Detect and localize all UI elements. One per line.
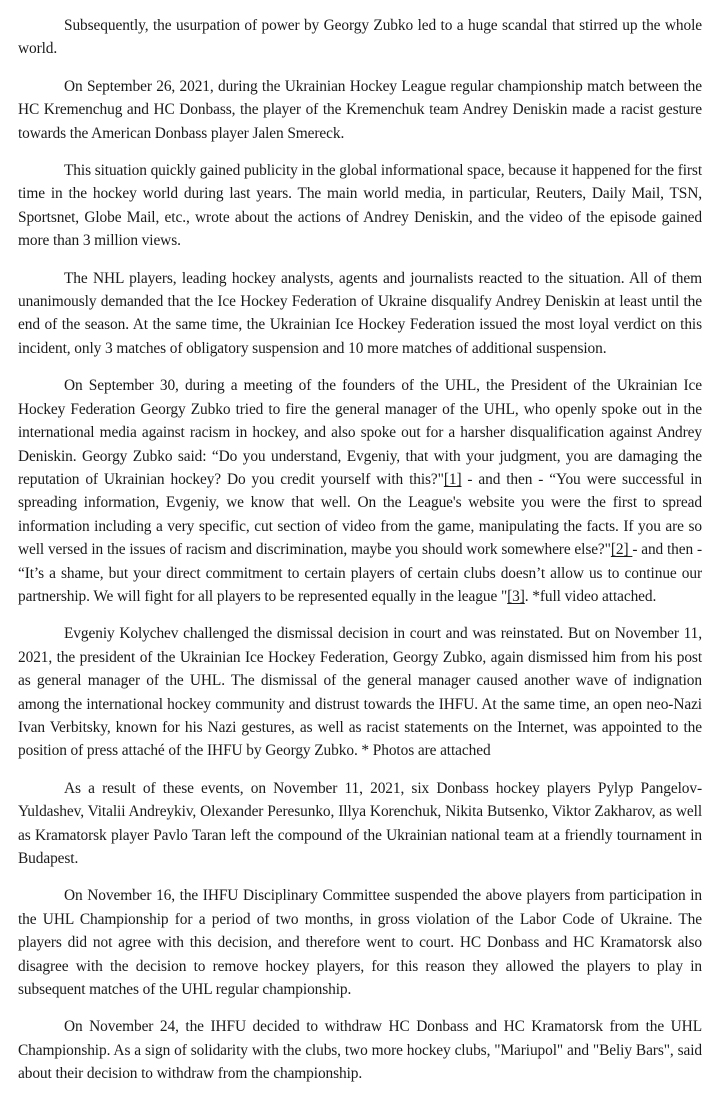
paragraph-text: - and then - “It’s a shame, but your direct commitment to certain players of certain clubs doesn’t allow us to continue our partnership. We will fight for all players to be represented equally in the league "	[18, 541, 702, 605]
document-page	[18, 14, 702, 1100]
paragraph-publicity: This situation quickly gained publicity in the global informational space, because it happened for the first time in the hockey world during last years. The main world media, in particular, Reuters, Daily Mail, TSN, Sportsnet, Globe Mail, etc., wrote about the actions of Andrey Deniskin, and the video of the episode gained more than 3 million views.	[18, 162, 702, 250]
paragraph-nhl-reaction: The NHL players, leading hockey analysts, agents and journalists reacted to the situation. All of them unanimously demanded that the Ice Hockey Federation of Ukraine disqualify Andrey Deniskin at least until the end of the season. At the same time, the Ukrainian Ice Hockey Federation issued the most loyal verdict on this incident, only 3 matches of obligatory suspension and 10 more matches of additional suspension.	[18, 269, 702, 357]
footnote-link-1[interactable]: [1]	[443, 470, 462, 488]
paragraph-founders-meeting	[18, 374, 702, 608]
paragraph-disciplinary-committee: On November 16, the IHFU Disciplinary Committee suspended the above players from participation in the UHL Championship for a period of two months, in gross violation of the Labor Code of Ukraine. The players did not agree with this decision, and therefore went to court. HC Donbass and HC Kramatorsk also disagree with the decision to remove hockey players, for this reason they allowed the players to play in subsequent matches of the UHL regular championship.	[18, 887, 702, 999]
footnote-link-2[interactable]: [2]	[610, 541, 633, 559]
paragraph-clubs-withdrawn: On November 24, the IHFU decided to withdraw HC Donbass and HC Kramatorsk from the UHL Championship. As a sign of solidarity with the clubs, two more hockey clubs, "Mariupol" and "Beliy Bars", said about their decision to withdraw from the championship.	[18, 1018, 702, 1083]
paragraph-text: - and then - “You were successful in spreading information, Evgeniy, we know that well. On the League's website you were the first to spread information including a very specific, cut section of video from the game, manipulating the facts. If you are so well versed in the issues of racism and discrimination, maybe you should work somewhere else?"	[18, 470, 702, 559]
paragraph-usurpation: Subsequently, the usurpation of power by Georgy Zubko led to a huge scandal that stirred up the whole world.	[18, 17, 702, 58]
footnote-link-3[interactable]: [3]	[507, 587, 525, 605]
paragraph-racist-gesture: On September 26, 2021, during the Ukrainian Hockey League regular championship match between the HC Kremenchug and HC Donbass, the player of the Kremenchuk team Andrey Deniskin made a racist gesture towards the American Donbass player Jalen Smereck.	[18, 77, 702, 142]
paragraph-text: On September 30, during a meeting of the founders of the UHL, the President of the Ukrainian Ice Hockey Federation Georgy Zubko tried to fire the general manager of the UHL, who openly spoke out in the international media against racism in hockey, and also spoke out for a harsher disqualification against Andrey Deniskin. Georgy Zubko said: “Do you understand, Evgeniy, that with your judgment, you are damaging the reputation of Ukrainian hockey? Do you credit yourself with this?"	[18, 377, 702, 488]
paragraph-players-left: As a result of these events, on November 11, 2021, six Donbass hockey players Pylyp Pangelov-Yuldashev, Vitalii Andreykiv, Olexander Peresunko, Illya Korenchuk, Nikita Butsenko, Viktor Zakharov, as well as Kramatorsk player Pavlo Taran left the compound of the Ukrainian national team at a friendly tournament in Budapest.	[18, 779, 702, 867]
paragraph-kolychev-dismissal: Evgeniy Kolychev challenged the dismissal decision in court and was reinstated. But on November 11, 2021, the president of the Ukrainian Ice Hockey Federation, Georgy Zubko, again dismissed him from his post as general manager of the UHL. The dismissal of the general manager caused another wave of indignation among the international hockey community and distrust towards the IHFU. At the same time, an open neo-Nazi Ivan Verbitsky, known for his Nazi gestures, as well as racist statements on the Internet, was appointed to the position of press attaché of the IHFU by Georgy Zubko. * Photos are attached	[18, 625, 702, 760]
paragraph-text: . *full video attached.	[524, 587, 657, 605]
